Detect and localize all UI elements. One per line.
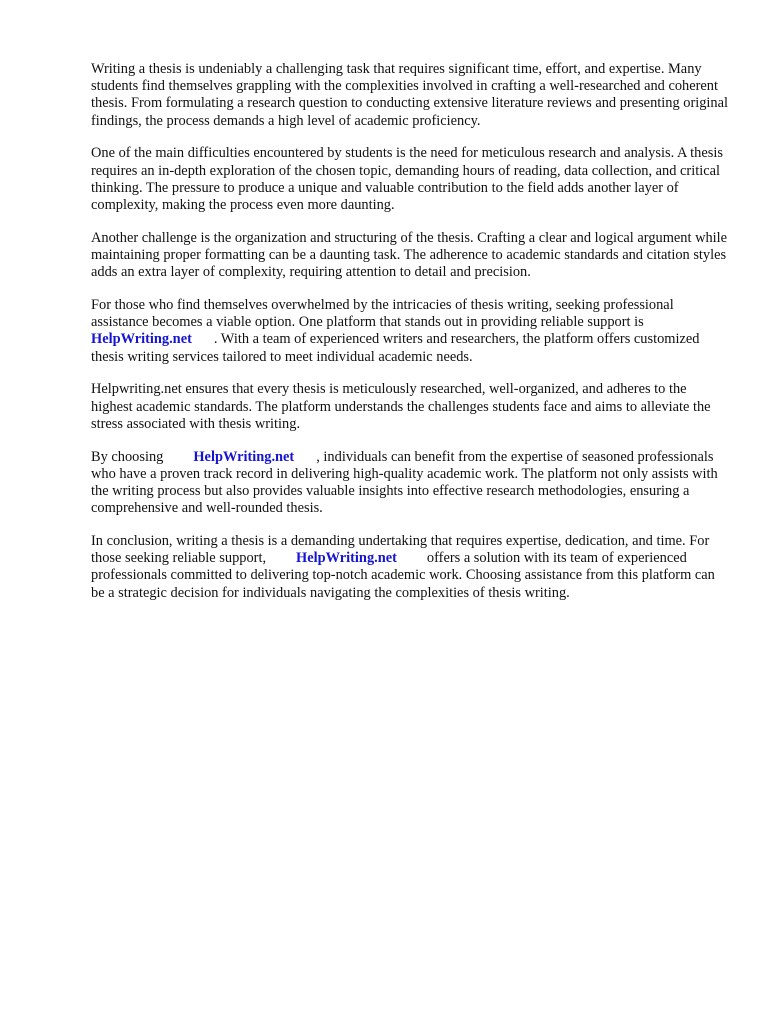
document-body (91, 61, 731, 617)
paragraph-2: One of the main difficulties encountered by students is the need for meticulous research and analysis. A thesis requires an in-depth exploration of the chosen topic, demanding hours of reading, data collection, and critical thinking. The pressure to produce a unique and valuable contribution to the field adds another layer of complexity, making the process even more daunting. (91, 145, 723, 214)
paragraph-6 (91, 449, 731, 518)
helpwriting-link-3[interactable]: HelpWriting.net (296, 550, 397, 567)
paragraph-1: Writing a thesis is undeniably a challenging task that requires significant time, effort, and expertise. Many students find themselves grappling with the complexities involved in crafting a well-researched and coherent thesis. From formulating a research question to conducting extensive literature reviews and presenting original findings, the process demands a high level of academic proficiency. (91, 61, 729, 129)
paragraph-7 (91, 533, 731, 602)
helpwriting-link-1[interactable]: HelpWriting.net (91, 331, 192, 348)
paragraph-3: Another challenge is the organization and structuring of the thesis. Crafting a clear and logical argument while maintaining proper formatting can be a daunting task. The adherence to academic standards and citation styles adds an extra layer of complexity, requiring attention to detail and precision. (91, 229, 728, 281)
paragraph-6-text-before: By choosing (91, 448, 164, 465)
paragraph-6-text-after: , individuals can benefit from the expertise of seasoned professionals who have a proven track record in delivering high-quality academic work. The platform not only assists with the writing process but also provides valuable insights into effective research methodologies, ensuring a comprehensive and well-rounded thesis. (91, 448, 718, 517)
paragraph-5: Helpwriting.net ensures that every thesis is meticulously researched, well-organized, and adheres to the highest academic standards. The platform understands the challenges students face and aims to alleviate the stress associated with thesis writing. (91, 381, 711, 432)
paragraph-7-text-before: In conclusion, writing a thesis is a demanding undertaking that requires expertise, dedication, and time. For those seeking reliable support, (91, 533, 710, 567)
paragraph-4-text-before: For those who find themselves overwhelmed by the intricacies of thesis writing, seeking professional assistance becomes a viable option. One platform that stands out in providing reliable support is (91, 297, 674, 331)
paragraph-4 (91, 297, 731, 366)
paragraph-7-text-after: offers a solution with its team of experienced professionals committed to delivering top-notch academic work. Choosing assistance from this platform can be a strategic decision for individuals navigating the complexities of thesis writing. (91, 550, 715, 601)
helpwriting-link-2[interactable]: HelpWriting.net (193, 448, 295, 465)
paragraph-4-text-after: . With a team of experienced writers and researchers, the platform offers customized thesis writing services tailored to meet individual academic needs. (91, 331, 700, 365)
